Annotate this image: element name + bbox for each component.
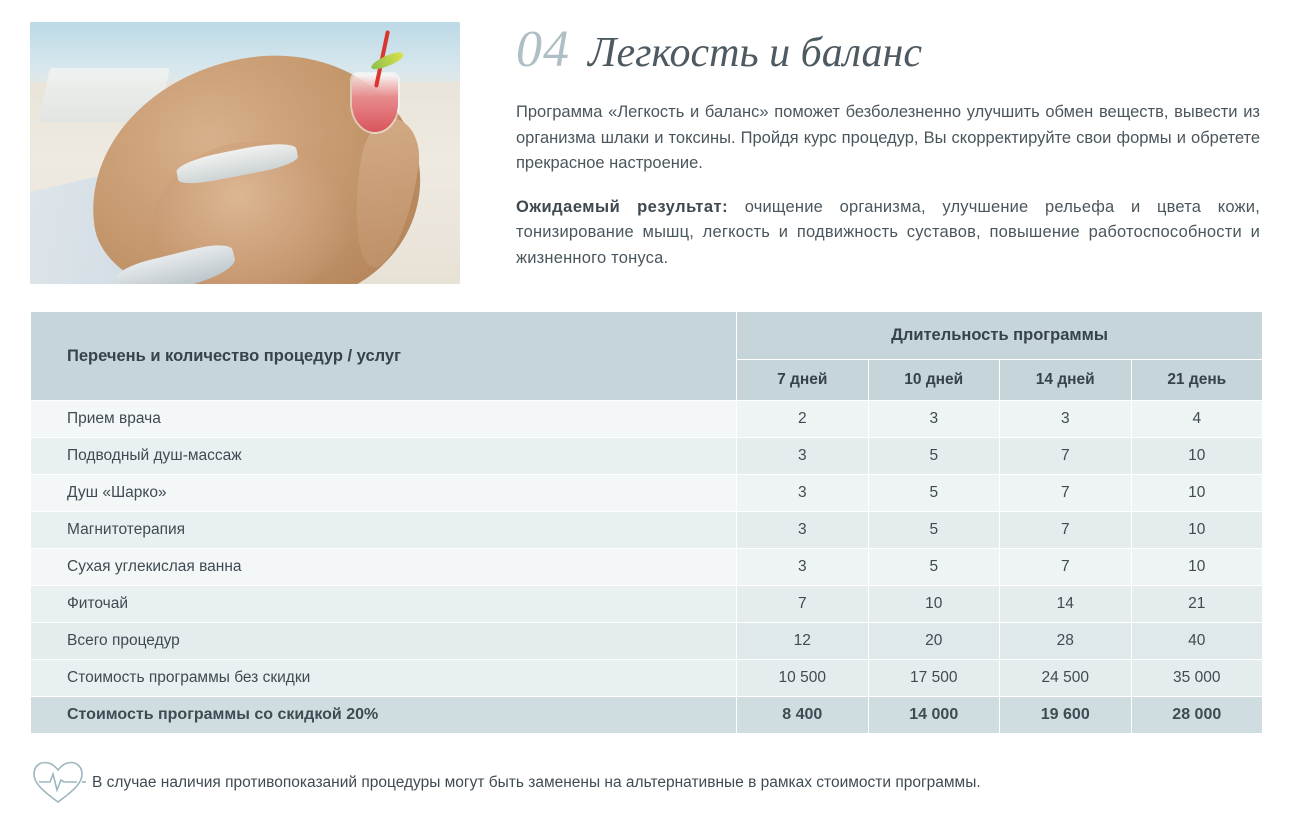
cell-value: 7 [1000, 549, 1132, 586]
page-title [516, 21, 1260, 78]
expected-result-text: очищение организма, улучшение рельефа и цвета кожи, тонизирование мышц, легкость и подвижность суставов, повышение работоспособности и жизненного тонуса. [516, 197, 1260, 267]
table-row-total [31, 623, 1263, 660]
table-row-price [31, 660, 1263, 697]
table-row [31, 586, 1263, 623]
cell-value: 20 [868, 623, 1000, 660]
cell-value: 10 [1131, 549, 1263, 586]
table-row [31, 475, 1263, 512]
cell-value: 19 600 [1000, 697, 1132, 734]
cell-value: 8 400 [737, 697, 869, 734]
footer-note [30, 758, 1262, 808]
program-title: Легкость и баланс [588, 30, 923, 76]
table-row [31, 512, 1263, 549]
row-label: Стоимость программы без скидки [31, 660, 737, 697]
table-row [31, 438, 1263, 475]
col-header-7-days: 7 дней [737, 360, 869, 401]
expected-result-paragraph [516, 195, 1260, 272]
cell-value: 3 [1000, 401, 1132, 438]
cell-value: 35 000 [1131, 660, 1263, 697]
cell-value: 3 [737, 438, 869, 475]
row-label: Стоимость программы со скидкой 20% [31, 697, 737, 734]
cell-value: 12 [737, 623, 869, 660]
table-row [31, 549, 1263, 586]
col-header-duration-group: Длительность программы [737, 312, 1263, 360]
col-header-14-days: 14 дней [1000, 360, 1132, 401]
cell-value: 21 [1131, 586, 1263, 623]
cell-value: 7 [1000, 475, 1132, 512]
col-header-21-days: 21 день [1131, 360, 1263, 401]
header-section [0, 0, 1292, 289]
cell-value: 14 [1000, 586, 1132, 623]
table-row [31, 401, 1263, 438]
heart-pulse-icon [30, 758, 86, 808]
cell-value: 5 [868, 512, 1000, 549]
row-label: Всего процедур [31, 623, 737, 660]
cell-value: 5 [868, 549, 1000, 586]
footer-note-text: В случае наличия противопоказаний процедуры могут быть заменены на альтернативные в рамках стоимости программы. [92, 774, 981, 792]
intro-block [460, 22, 1260, 289]
cell-value: 14 000 [868, 697, 1000, 734]
cell-value: 24 500 [1000, 660, 1132, 697]
cell-value: 4 [1131, 401, 1263, 438]
row-label: Магнитотерапия [31, 512, 737, 549]
cell-value: 28 [1000, 623, 1132, 660]
expected-result-label: Ожидаемый результат: [516, 197, 729, 216]
pricing-table-wrapper [30, 311, 1262, 734]
cell-value: 7 [737, 586, 869, 623]
cell-value: 17 500 [868, 660, 1000, 697]
col-header-10-days: 10 дней [868, 360, 1000, 401]
cell-value: 10 [1131, 475, 1263, 512]
intro-paragraph: Программа «Легкость и баланс» поможет безболезненно улучшить обмен веществ, вывести из организма шлаки и токсины. Пройдя курс процедур, Вы скорректируйте свои формы и обретете прекрасное настроение. [516, 103, 1260, 173]
woman-on-beach-photo [30, 22, 460, 284]
table-body [31, 401, 1263, 734]
row-label: Душ «Шарко» [31, 475, 737, 512]
cell-value: 3 [737, 549, 869, 586]
cell-value: 10 [868, 586, 1000, 623]
cell-value: 10 [1131, 512, 1263, 549]
cell-value: 10 [1131, 438, 1263, 475]
table-row-discount-price [31, 697, 1263, 734]
col-header-services: Перечень и количество процедур / услуг [31, 312, 737, 401]
table-head [31, 312, 1263, 401]
cell-value: 2 [737, 401, 869, 438]
cell-value: 7 [1000, 512, 1132, 549]
row-label: Прием врача [31, 401, 737, 438]
cell-value: 3 [737, 475, 869, 512]
cell-value: 5 [868, 438, 1000, 475]
cell-value: 5 [868, 475, 1000, 512]
row-label: Подводный душ-массаж [31, 438, 737, 475]
cell-value: 28 000 [1131, 697, 1263, 734]
cell-value: 7 [1000, 438, 1132, 475]
pricing-table [30, 311, 1263, 734]
cell-value: 10 500 [737, 660, 869, 697]
row-label: Сухая углекислая ванна [31, 549, 737, 586]
cell-value: 40 [1131, 623, 1263, 660]
row-label: Фиточай [31, 586, 737, 623]
program-number: 04 [516, 21, 570, 78]
cell-value: 3 [868, 401, 1000, 438]
table-head-row-1 [31, 312, 1263, 360]
cell-value: 3 [737, 512, 869, 549]
